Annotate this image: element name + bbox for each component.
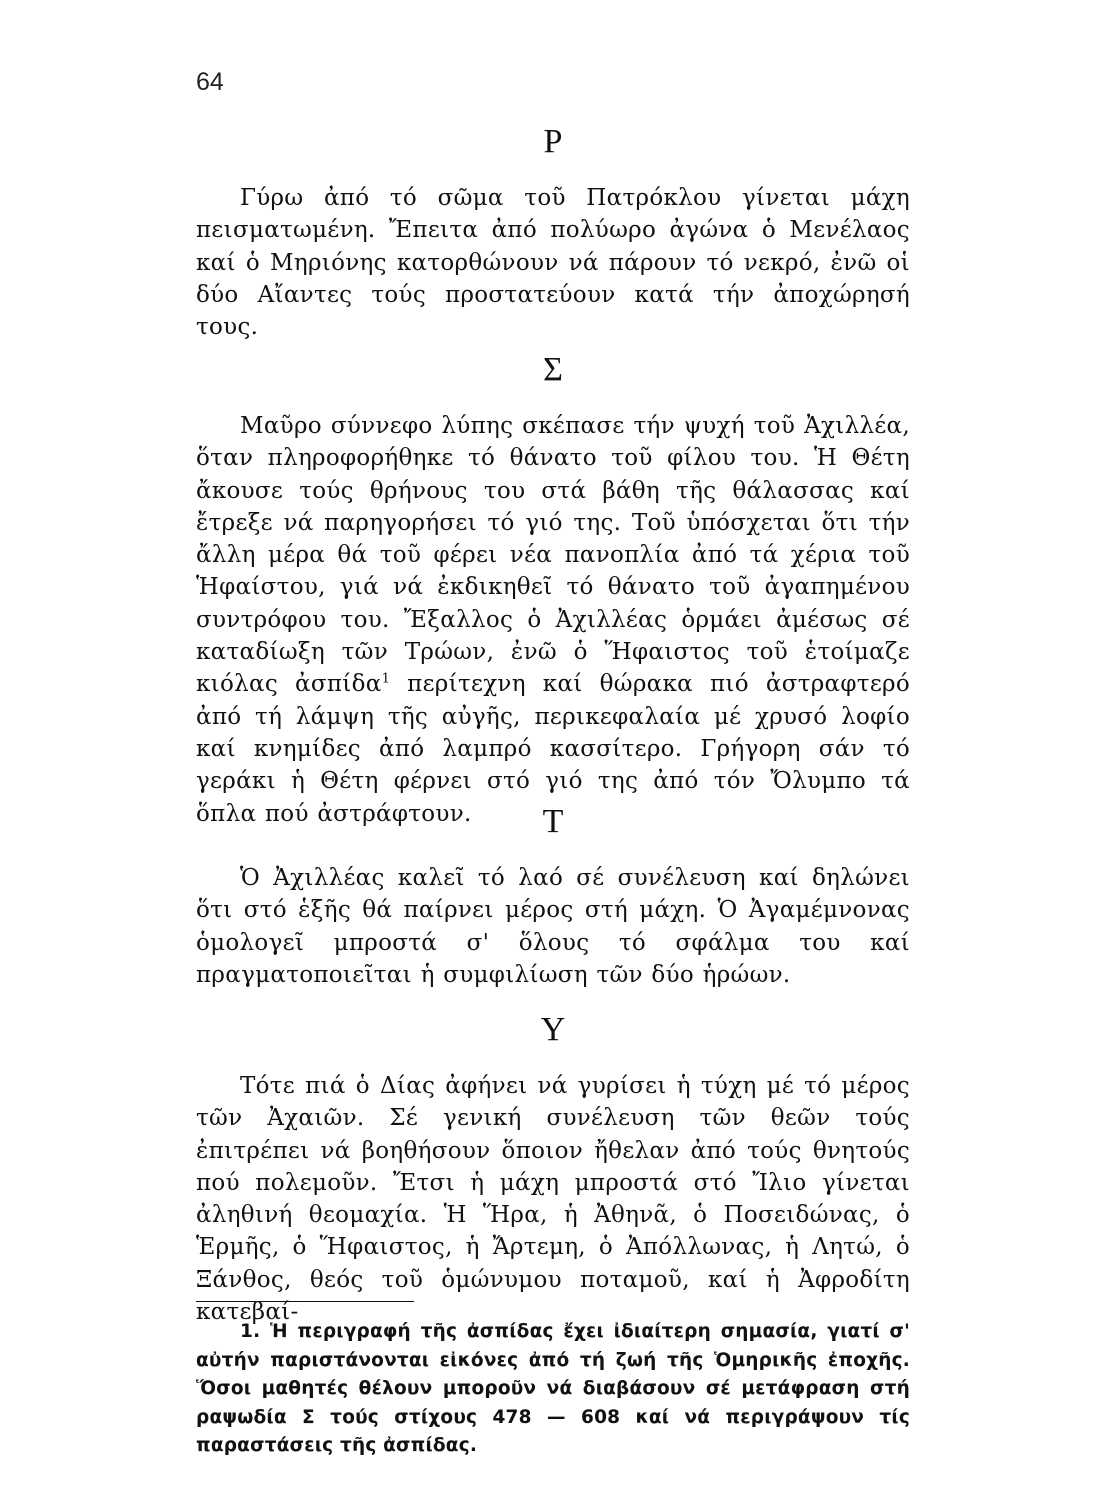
footnote: 1. Ἡ περιγραφή τῆς ἀσπίδας ἔχει ἰδιαίτερη σημασία, γιατί σ' αὐτήν παριστάνονται εἰκόνες ἀπό τή ζωή τῆς Ὁμηρικῆς ἐποχῆς. Ὅσοι μαθητές θέλουν μποροῦν νά διαβάσουν σέ μετάφραση στή ραψωδία Σ τούς στίχους 478 — 608 καί νά περιγράψουν τίς παραστάσεις τῆς ἀσπίδας. xyxy=(196,1321,910,1456)
footnote-divider xyxy=(196,1301,414,1302)
section-heading: Ρ xyxy=(543,123,563,160)
section-paragraph: Γύρω ἀπό τό σῶμα τοῦ Πατρόκλου γίνεται μάχη πεισματωμένη. Ἔπειτα ἀπό πολύωρο ἀγώνα ὁ Μενέλαος καί ὁ Μηριόνης κατορθώνουν νά πάρουν τό νεκρό, ἐνῶ οἱ δύο Αἴαντες τούς προστατεύουν κατά τήν ἀποχώρησή τους. xyxy=(196,185,910,341)
section-paragraph: Τότε πιά ὁ Δίας ἀφήνει νά γυρίσει ἡ τύχη μέ τό μέρος τῶν Ἀχαιῶν. Σέ γενική συνέλευση τῶν θεῶν τούς ἐπιτρέπει νά βοηθήσουν ὅποιον ἤθελαν ἀπό τούς θνητούς πού πολεμοῦν. Ἔτσι ἡ μάχη μπροστά στό Ἴλιο γίνεται ἀληθινή θεομαχία. Ἡ Ἥρα, ἡ Ἀθηνᾶ, ὁ Ποσειδώνας, ὁ Ἑρμῆς, ὁ Ἥφαιστος, ἡ Ἄρτεμη, ὁ Ἀπόλλωνας, ἡ Λητώ, ὁ Ξάνθος, θεός τοῦ ὁμώνυμου ποταμοῦ, καί ἡ Ἀφροδίτη κατεβαί- xyxy=(196,1073,910,1326)
section-rho xyxy=(196,122,910,343)
paragraph-text: Μαῦρο σύννεφο λύπης σκέπασε τήν ψυχή τοῦ Ἀχιλλέα, ὅταν πληροφορήθηκε τό θάνατο τοῦ φίλου του. Ἡ Θέτη ἄκουσε τούς θρήνους του στά βάθη τῆς θάλασσας καί ἔτρεξε νά παρηγορήσει τό γιό της. Τοῦ ὑπόσχεται ὅτι τήν ἄλλη μέρα θά τοῦ φέρει νέα πανοπλία ἀπό τά χέρια τοῦ Ἡφαίστου, γιά νά ἐκδικηθεῖ τό θάνατο τοῦ ἀγαπημένου συντρόφου του. Ἔξαλλος ὁ Ἀχιλλέας ὁρμάει ἀμέσως σέ καταδίωξη τῶν Τρώων, ἐνῶ ὁ Ἥφαιστος τοῦ ἑτοίμαζε κιόλας ἀσπίδα xyxy=(196,413,910,698)
section-sigma xyxy=(196,350,910,830)
section-paragraph xyxy=(196,410,910,830)
paragraph-text-continued: περίτεχνη καί θώρακα πιό ἀστραφτερό ἀπό τή λάμψη τῆς αὐγῆς, περικεφαλαία μέ χρυσό λοφίο καί κνημίδες ἀπό λαμπρό κασσίτερο. Γρήγορη σάν τό γεράκι ἡ Θέτη φέρνει στό γιό της ἀπό τόν Ὄλυμπο τά ὅπλα πού ἀστράφτουν. xyxy=(196,671,911,827)
section-heading: Τ xyxy=(542,803,564,840)
page-number: 64 xyxy=(196,68,224,96)
section-tau xyxy=(196,802,910,991)
footnote-marker[interactable]: 1 xyxy=(381,671,391,687)
section-heading: Σ xyxy=(543,351,563,388)
section-paragraph: Ὁ Ἀχιλλέας καλεῖ τό λαό σέ συνέλευση καί δηλώνει ὅτι στό ἑξῆς θά παίρνει μέρος στή μάχη. Ὁ Ἀγαμέμνονας ὁμολογεῖ μπροστά σ' ὅλους τό σφάλμα του καί πραγματοποιεῖται ἡ συμφιλίωση τῶν δύο ἡρώων. xyxy=(196,865,910,988)
section-upsilon xyxy=(196,1010,910,1328)
section-heading: Υ xyxy=(540,1011,566,1048)
